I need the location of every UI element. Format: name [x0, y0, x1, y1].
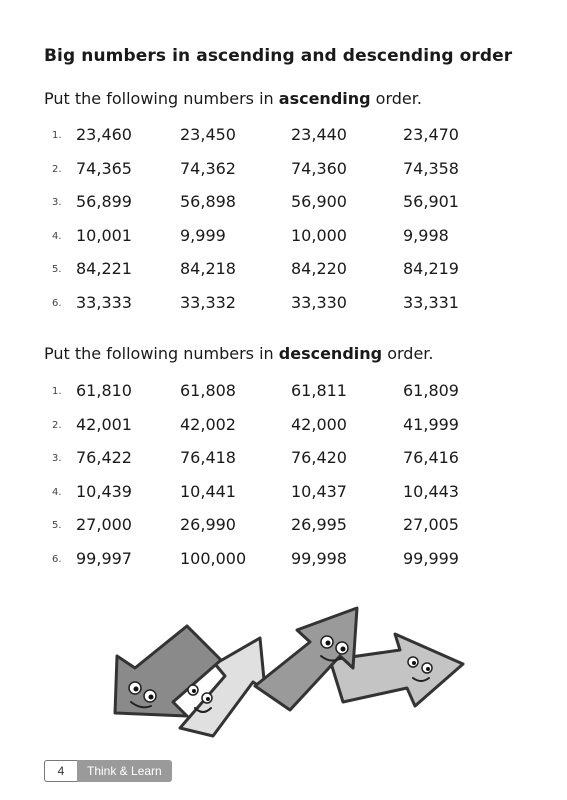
exercise-row — [52, 259, 522, 293]
instruction-keyword: ascending — [278, 89, 371, 108]
exercise-row — [52, 549, 522, 583]
number-value: 10,441 — [180, 481, 236, 501]
number-value: 61,810 — [76, 381, 132, 400]
question-number: 5. — [52, 520, 62, 531]
number-value: 10,001 — [76, 225, 132, 245]
number-value: 61,808 — [180, 381, 236, 400]
page-number: 4 — [44, 760, 77, 782]
question-number: 1. — [52, 386, 62, 397]
number-value: 84,219 — [403, 259, 459, 278]
number-value: 23,470 — [403, 125, 459, 144]
exercise-row — [52, 125, 522, 159]
number-value: 42,002 — [180, 414, 236, 434]
page-title: Big numbers in ascending and descending order — [44, 46, 513, 66]
exercise-row — [52, 192, 522, 226]
question-number: 3. — [52, 453, 62, 464]
number-value: 61,809 — [403, 381, 459, 400]
number-value: 56,901 — [403, 192, 459, 211]
number-value: 76,416 — [403, 448, 459, 467]
number-value: 84,221 — [76, 259, 132, 278]
question-number: 5. — [52, 264, 62, 275]
number-value: 100,000 — [180, 548, 247, 568]
number-value: 42,001 — [76, 414, 132, 434]
question-number: 1. — [52, 130, 62, 141]
number-value: 99,999 — [403, 548, 459, 568]
number-value: 10,443 — [403, 481, 459, 501]
number-value: 26,995 — [291, 515, 347, 534]
number-value: 10,437 — [291, 481, 347, 501]
question-number: 2. — [52, 419, 62, 431]
number-value: 76,420 — [291, 448, 347, 467]
number-value: 74,362 — [180, 158, 236, 178]
number-value: 56,899 — [76, 192, 132, 211]
exercise-row — [52, 448, 522, 482]
number-value: 42,000 — [291, 414, 347, 434]
number-value: 23,450 — [180, 125, 236, 144]
number-value: 99,998 — [291, 548, 347, 568]
question-number: 6. — [52, 297, 62, 309]
number-value: 56,900 — [291, 192, 347, 211]
number-value: 33,332 — [180, 292, 236, 312]
exercise-row — [52, 226, 522, 260]
number-value: 76,418 — [180, 448, 236, 467]
question-number: 6. — [52, 553, 62, 565]
exercise-row — [52, 515, 522, 549]
number-value: 23,460 — [76, 125, 132, 144]
number-value: 10,000 — [291, 225, 347, 245]
exercise-row — [52, 381, 522, 415]
number-value: 74,365 — [76, 158, 132, 178]
ascending-instruction — [44, 89, 422, 108]
number-value: 33,330 — [291, 292, 347, 312]
question-number: 4. — [52, 486, 62, 498]
number-value: 84,220 — [291, 259, 347, 278]
number-value: 33,333 — [76, 292, 132, 312]
exercise-row — [52, 159, 522, 193]
instruction-suffix: order. — [382, 344, 434, 363]
number-value: 27,000 — [76, 515, 132, 534]
instruction-suffix: order. — [370, 89, 422, 108]
number-value: 26,990 — [180, 515, 236, 534]
number-value: 84,218 — [180, 259, 236, 278]
number-value: 76,422 — [76, 448, 132, 467]
descending-instruction — [44, 344, 433, 363]
number-value: 99,997 — [76, 548, 132, 568]
question-number: 2. — [52, 163, 62, 175]
number-value: 74,358 — [403, 158, 459, 178]
question-number: 4. — [52, 230, 62, 242]
question-number: 3. — [52, 197, 62, 208]
exercise-row — [52, 293, 522, 327]
number-value: 61,811 — [291, 381, 347, 400]
exercise-row — [52, 482, 522, 516]
number-value: 23,440 — [291, 125, 347, 144]
cartoon-arrows-illustration — [95, 598, 475, 748]
instruction-prefix: Put the following numbers in — [44, 89, 279, 108]
number-value: 74,360 — [291, 158, 347, 178]
number-value: 10,439 — [76, 481, 132, 501]
page-footer — [44, 760, 172, 782]
ascending-exercise-list — [52, 125, 522, 326]
instruction-prefix: Put the following numbers in — [44, 344, 279, 363]
number-value: 33,331 — [403, 292, 459, 312]
number-value: 9,998 — [403, 225, 449, 245]
exercise-row — [52, 415, 522, 449]
number-value: 56,898 — [180, 192, 236, 211]
book-title: Think & Learn — [77, 760, 172, 782]
descending-exercise-list — [52, 381, 522, 582]
number-value: 9,999 — [180, 225, 226, 245]
instruction-keyword: descending — [278, 344, 383, 363]
number-value: 41,999 — [403, 414, 459, 434]
number-value: 27,005 — [403, 515, 459, 534]
